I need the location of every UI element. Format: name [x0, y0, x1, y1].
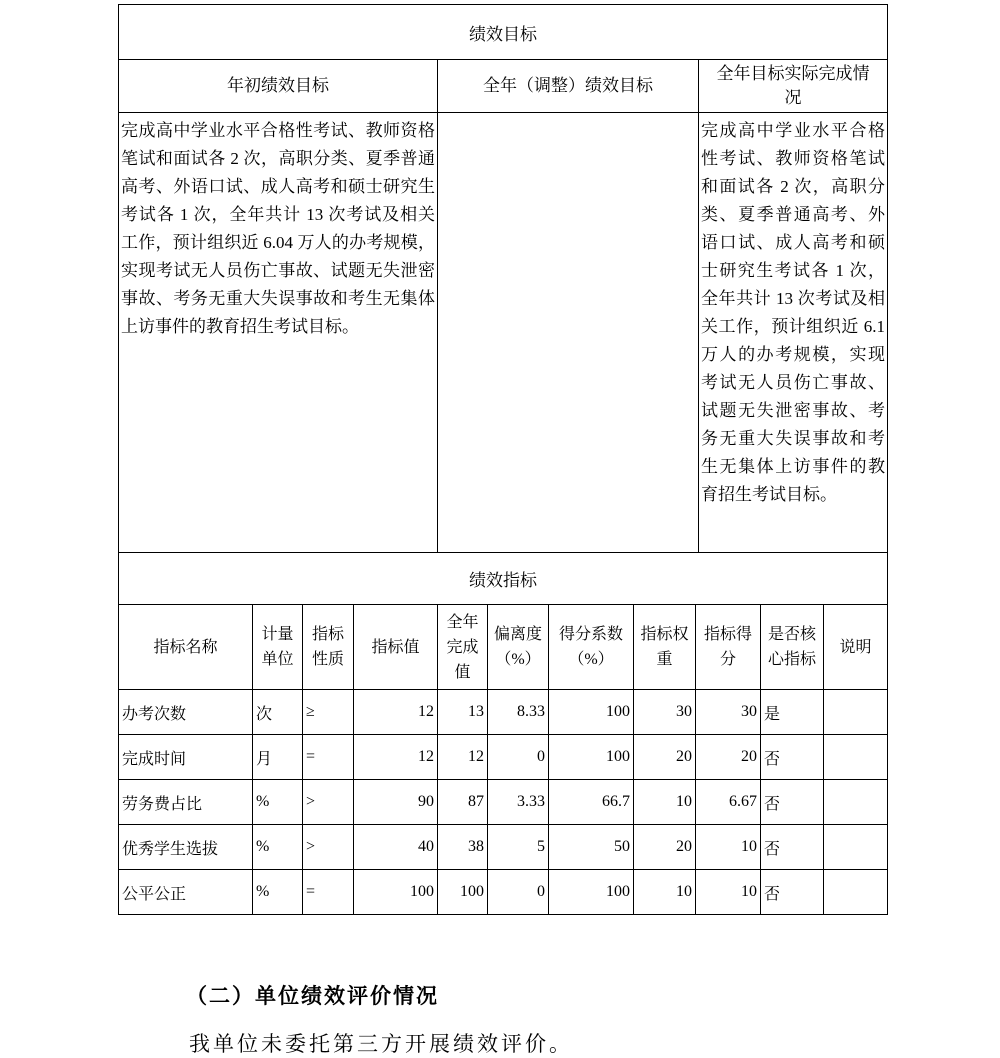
cell-indicator-name: 劳务费占比 [119, 780, 253, 825]
cell-note [824, 825, 888, 870]
cell-weight: 10 [634, 780, 696, 825]
cell-is-core: 否 [761, 825, 824, 870]
header-is-core: 是否核心指标 [761, 605, 824, 690]
table-row [119, 780, 888, 825]
indicator-table-title: 绩效指标 [119, 553, 888, 605]
goal-header-initial: 年初绩效目标 [119, 60, 438, 113]
cell-completed-value: 87 [438, 780, 488, 825]
cell-score: 6.67 [696, 780, 761, 825]
performance-goal-table [118, 4, 888, 553]
table-row [119, 735, 888, 780]
cell-is-core: 否 [761, 735, 824, 780]
header-score: 指标得分 [696, 605, 761, 690]
cell-score: 30 [696, 690, 761, 735]
cell-deviation: 3.33 [488, 780, 549, 825]
indicator-table-banner-row [119, 553, 888, 605]
cell-completed-value: 100 [438, 870, 488, 915]
cell-completed-value: 38 [438, 825, 488, 870]
cell-weight: 10 [634, 870, 696, 915]
section-heading: （二）单位绩效评价情况 [186, 984, 439, 1008]
cell-unit: % [253, 870, 303, 915]
header-indicator-name: 指标名称 [119, 605, 253, 690]
goal-cell-adjusted [438, 113, 699, 553]
cell-is-core: 否 [761, 780, 824, 825]
cell-score-coefficient: 66.7 [549, 780, 634, 825]
header-score-coefficient: 得分系数（%） [549, 605, 634, 690]
cell-deviation: 8.33 [488, 690, 549, 735]
cell-note [824, 690, 888, 735]
cell-nature: > [303, 825, 354, 870]
header-target-value: 指标值 [354, 605, 438, 690]
indicator-table-header-row [119, 605, 888, 690]
cell-unit: % [253, 780, 303, 825]
cell-is-core: 否 [761, 870, 824, 915]
cell-score-coefficient: 50 [549, 825, 634, 870]
header-weight: 指标权重 [634, 605, 696, 690]
table-row [119, 870, 888, 915]
cell-deviation: 0 [488, 870, 549, 915]
cell-deviation: 5 [488, 825, 549, 870]
cell-completed-value: 12 [438, 735, 488, 780]
cell-score-coefficient: 100 [549, 870, 634, 915]
cell-weight: 30 [634, 690, 696, 735]
cell-indicator-name: 优秀学生选拔 [119, 825, 253, 870]
goal-table-content-row [119, 113, 888, 553]
goal-header-actual: 全年目标实际完成情况 [699, 60, 888, 113]
header-note: 说明 [824, 605, 888, 690]
cell-target-value: 12 [354, 690, 438, 735]
header-deviation: 偏离度（%） [488, 605, 549, 690]
cell-target-value: 40 [354, 825, 438, 870]
cell-score-coefficient: 100 [549, 735, 634, 780]
header-unit: 计量单位 [253, 605, 303, 690]
cell-weight: 20 [634, 735, 696, 780]
goal-table-banner-row [119, 5, 888, 60]
cell-note [824, 735, 888, 780]
goal-table-title: 绩效目标 [119, 5, 888, 60]
cell-nature: > [303, 780, 354, 825]
cell-unit: 次 [253, 690, 303, 735]
cell-target-value: 90 [354, 780, 438, 825]
cell-nature: ≥ [303, 690, 354, 735]
cell-completed-value: 13 [438, 690, 488, 735]
cell-indicator-name: 完成时间 [119, 735, 253, 780]
cell-unit: 月 [253, 735, 303, 780]
cell-nature: = [303, 870, 354, 915]
goal-cell-actual: 完成高中学业水平合格性考试、教师资格笔试和面试各 2 次，高职分类、夏季普通高考、外语口试、成人高考和硕士研究生考试各 1 次，全年共计 13 次考试及相关工作，预计组织近 6.1 万人的办考规模，实现考试无人员伤亡事故、试题无失泄密事故、考务无重大失误事故和考生无集体上访事件的教育招生考试目标。 [699, 113, 888, 553]
section-body-text: 我单位未委托第三方开展绩效评价。 [189, 1032, 573, 1056]
cell-weight: 20 [634, 825, 696, 870]
performance-indicator-table [118, 552, 888, 915]
cell-nature: = [303, 735, 354, 780]
cell-target-value: 100 [354, 870, 438, 915]
cell-score: 10 [696, 825, 761, 870]
cell-score: 10 [696, 870, 761, 915]
cell-target-value: 12 [354, 735, 438, 780]
cell-note [824, 870, 888, 915]
goal-table-header-row [119, 60, 888, 113]
cell-deviation: 0 [488, 735, 549, 780]
header-completed-value: 全年完成值 [438, 605, 488, 690]
table-row [119, 690, 888, 735]
goal-cell-initial: 完成高中学业水平合格性考试、教师资格笔试和面试各 2 次，高职分类、夏季普通高考、外语口试、成人高考和硕士研究生考试各 1 次，全年共计 13 次考试及相关工作，预计组织近 6.04 万人的办考规模，实现考试无人员伤亡事故、试题无失泄密事故、考务无重大失误事故和考生无集体上访事件的教育招生考试目标。 [119, 113, 438, 553]
cell-note [824, 780, 888, 825]
cell-indicator-name: 办考次数 [119, 690, 253, 735]
goal-header-adjusted: 全年（调整）绩效目标 [438, 60, 699, 113]
table-row [119, 825, 888, 870]
cell-score: 20 [696, 735, 761, 780]
cell-indicator-name: 公平公正 [119, 870, 253, 915]
cell-unit: % [253, 825, 303, 870]
cell-is-core: 是 [761, 690, 824, 735]
header-nature: 指标性质 [303, 605, 354, 690]
cell-score-coefficient: 100 [549, 690, 634, 735]
